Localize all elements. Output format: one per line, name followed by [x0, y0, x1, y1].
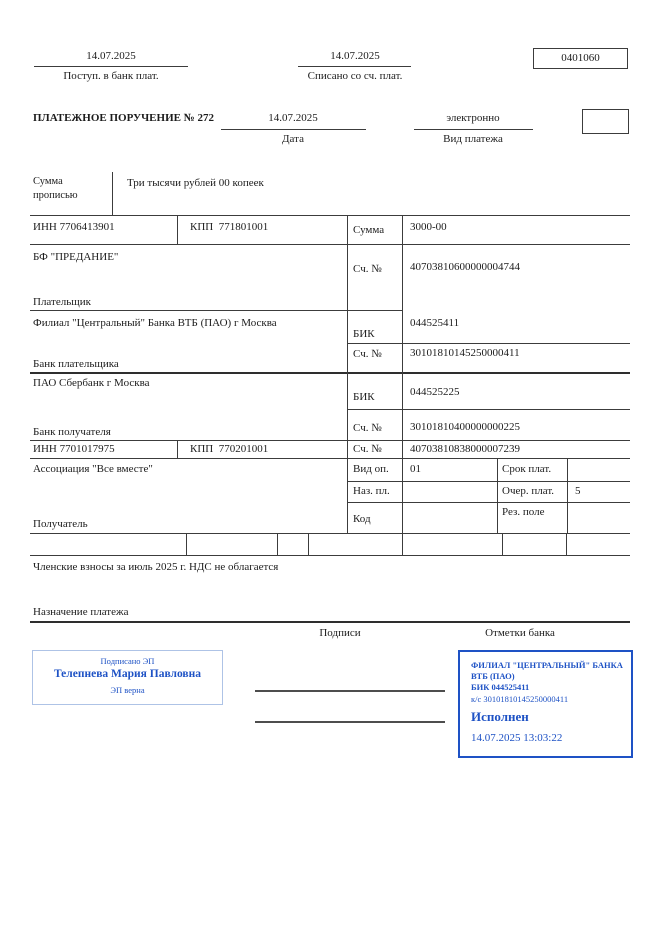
signature-line-1 [255, 690, 445, 692]
table-line [30, 215, 630, 216]
sum-label: Сумма [353, 224, 385, 236]
purpose-underline [30, 621, 630, 623]
date-line [221, 129, 366, 130]
payee-bank-label: Банк получателя [33, 426, 111, 438]
amount-words-label-2: прописью [33, 190, 78, 201]
bank-stamp-line1: ФИЛИАЛ "ЦЕНТРАЛЬНЫЙ" БАНКА [471, 660, 623, 670]
payee-bank-bik-label: БИК [353, 391, 375, 403]
table-line [177, 440, 178, 458]
payer-inn: ИНН 7706413901 [33, 221, 115, 233]
payee-bank-name: ПАО Сбербанк г Москва [33, 377, 150, 389]
payer-bank-name: Филиал "Центральный" Банка ВТБ (ПАО) г Москва [33, 317, 277, 329]
payment-kind-label: Вид платежа [443, 133, 503, 145]
table-line [30, 440, 630, 441]
received-label: Поступ. в банк плат. [63, 70, 159, 82]
ocher-plat-value: 5 [575, 485, 581, 497]
payer-bank-label: Банк плательщика [33, 358, 119, 370]
table-line [177, 215, 178, 244]
table-line [402, 215, 403, 533]
srok-plat-label: Срок плат. [502, 463, 552, 475]
payer-bank-bik: 044525411 [410, 317, 460, 329]
table-line [402, 533, 403, 555]
doc-title: ПЛАТЕЖНОЕ ПОРУЧЕНИЕ № 272 [33, 112, 215, 124]
esign-name: Телепнева Мария Павловна [53, 668, 202, 680]
table-line [347, 502, 630, 503]
vid-op-value: 01 [410, 463, 421, 475]
esign-line1: Подписано ЭП [100, 656, 155, 666]
received-date: 14.07.2025 [86, 50, 136, 62]
ocher-plat-label: Очер. плат. [502, 485, 555, 497]
payee-name: Ассоциация "Все вместе" [33, 463, 153, 475]
table-line [186, 533, 187, 555]
priority-box [582, 109, 629, 134]
form-code-box [533, 48, 628, 69]
payment-kind-value: электронно [446, 112, 500, 124]
bank-stamp-line3: БИК 044525411 [471, 682, 530, 692]
rez-pole-label: Рез. поле [502, 506, 545, 518]
payee-account: 40703810838000007239 [410, 443, 520, 455]
esign-line2: ЭП верна [110, 685, 145, 695]
payer-account: 40703810600000004744 [410, 261, 520, 273]
sum-value: 3000-00 [410, 221, 447, 233]
payment-kind-line [414, 129, 533, 130]
signatures-label: Подписи [319, 627, 361, 639]
table-line [30, 458, 630, 459]
payer-bank-bik-label: БИК [353, 328, 375, 340]
bank-stamp-line4: к/с 30101810145250000411 [471, 694, 569, 704]
date-label: Дата [282, 133, 304, 145]
payee-bank-account: 30101810400000000225 [410, 421, 520, 433]
table-line [30, 372, 630, 374]
payer-bank-account-label: Сч. № [353, 348, 382, 360]
payer-bank-account: 30101810145250000411 [410, 347, 520, 359]
signature-line-2 [255, 721, 445, 723]
table-line [30, 555, 630, 556]
payer-name: БФ "ПРЕДАНИЕ" [33, 251, 119, 263]
bank-stamp-status: Исполнен [471, 709, 529, 724]
payer-account-label: Сч. № [353, 263, 382, 275]
table-line [347, 481, 630, 482]
table-line [347, 215, 348, 533]
form-code: 0401060 [561, 52, 600, 64]
debited-date-line [298, 66, 411, 67]
amount-words-label-1: Сумма [33, 176, 63, 187]
debited-label: Списано со сч. плат. [307, 70, 403, 82]
bank-stamp-box [458, 650, 633, 758]
payee-inn: ИНН 7701017975 [33, 443, 115, 455]
table-line [347, 343, 630, 344]
payee-label: Получатель [33, 518, 88, 530]
bank-stamp-datetime: 14.07.2025 13:03:22 [471, 732, 563, 744]
vid-op-label: Вид оп. [353, 463, 389, 475]
naz-pl-label: Наз. пл. [353, 485, 390, 497]
amount-words-divider [112, 172, 113, 215]
payee-bank-account-label: Сч. № [353, 422, 382, 434]
payee-bank-bik: 044525225 [410, 386, 460, 398]
payer-kpp: КПП 771801001 [190, 221, 269, 233]
table-line [30, 533, 630, 534]
amount-words-value: Три тысячи рублей 00 копеек [127, 177, 264, 189]
payee-account-label: Сч. № [353, 443, 382, 455]
payer-label: Плательщик [33, 296, 91, 308]
table-line [566, 533, 567, 555]
table-line [308, 533, 309, 555]
table-line [277, 533, 278, 555]
received-date-line [34, 66, 188, 67]
bank-marks-label: Отметки банка [485, 627, 555, 639]
table-line [567, 458, 568, 533]
purpose-label: Назначение платежа [33, 606, 129, 618]
table-line [347, 409, 630, 410]
payee-kpp: КПП 770201001 [190, 443, 269, 455]
purpose-text: Членские взносы за июль 2025 г. НДС не облагается [33, 561, 279, 573]
table-line [497, 458, 498, 533]
date-value: 14.07.2025 [268, 112, 318, 124]
table-line [502, 533, 503, 555]
esign-stamp-box [32, 650, 223, 705]
debited-date: 14.07.2025 [330, 50, 380, 62]
table-line [30, 244, 630, 245]
bank-stamp-line2: ВТБ (ПАО) [471, 671, 515, 681]
kod-label: Код [353, 513, 371, 525]
